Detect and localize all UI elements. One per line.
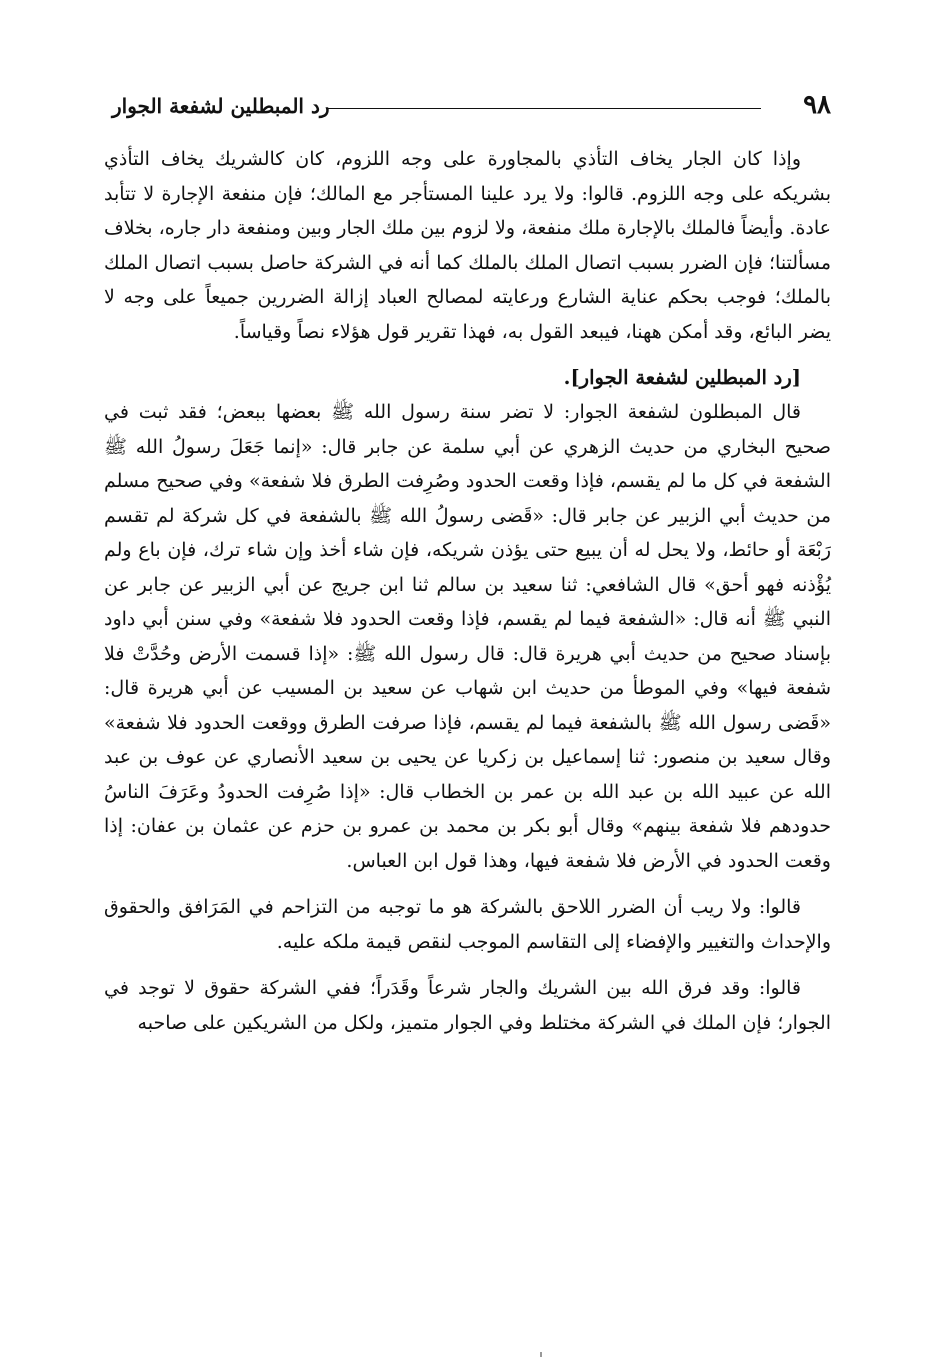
paragraph-hadith: قال المبطلون لشفعة الجوار: لا تضر سنة رسول الله ﷺ بعضها ببعض؛ فقد ثبت في صحيح البخاري من حديث الزهري عن أبي سلمة عن جابر قال: «إنما جَعَلَ رسولُ الله ﷺ الشفعة في كل ما لم يقسم، فإذا وقعت الحدود وصُرِفت الطرق فلا شفعة» وفي صحيح مسلم من حديث أبي الزبير عن جابر قال: «قَضى رسولُ الله ﷺ بالشفعة في كل شركة لم تقسم رَبْعَة أو حائط، ولا يحل له أن يبيع حتى يؤذن شريكه، فإن شاء أخذ وإن شاء ترك، فإن باع ولم يُؤْذنه فهو أحق» قال الشافعي: ثنا سعيد بن سالم ثنا ابن جريج عن أبي الزبير عن جابر عن النبي ﷺ أنه قال: «الشفعة فيما لم يقسم، فإذا وقعت الحدود فلا شفعة» وفي سنن أبي داود بإسناد صحيح من حديث أبي هريرة قال: قال رسول الله ﷺ: «إذا قسمت الأرض وحُدَّتْ فلا شفعة فيها» وفي الموطأ من حديث ابن شهاب عن سعيد بن المسيب عن أبي هريرة قال: «قَضى رسول الله ﷺ بالشفعة فيما لم يقسم، فإذا صرفت الطرق ووقعت الحدود فلا شفعة» وقال سعيد بن منصور: ثنا إسماعيل بن زكريا عن يحيى بن سعيد الأنصاري عن عوف بن عبد الله عن عبيد الله بن عبد الله بن عمر بن الخطاب قال: «إذا صُرِفت الحدودُ وعَرَفَ الناسُ حدودهم فلا شفعة بينهم» وقال أبو بكر بن محمد بن عمرو بن حزم عن عثمان بن عفان: إذا وقعت الحدود في الأرض فلا شفعة فيها، وهذا قول ابن العباس. — [104, 401, 831, 872]
main-text — [104, 142, 831, 1040]
section-heading: [رد المبطلين لشفعة الجوار]. — [563, 366, 801, 389]
paragraph-difference: قالوا: وقد فرق الله بين الشريك والجار شرعاً وقَدَراً؛ ففي الشركة حقوق لا توجد في الجوار؛ فإن الملك في الشركة مختلط وفي الجوار متميز، ولكل من الشريكين على صاحبه — [104, 977, 831, 1034]
running-title: رد المبطلين لشفعة الجوار — [112, 94, 330, 118]
page-number: ٩٨ — [803, 90, 831, 120]
header-rule — [326, 108, 761, 109]
scan-speck — [540, 1352, 542, 1357]
paragraph-intro: وإذا كان الجار يخاف التأذي بالمجاورة على وجه اللزوم، كان كالشريك يخاف التأذي بشريكه على وجه اللزوم. قالوا: ولا يرد علينا المستأجر مع المالك؛ فإن منفعة الإجارة لا تتأبد عادة. وأيضاً فالملك بالإجارة ملك منفعة، ولا لزوم بين ملك الجار وبين ومنفعة دار جاره، بخلاف مسألتنا؛ فإن الضرر بسبب اتصال الملك بالملك كما أنه في الشركة حاصل بسبب اتصال الملك بالملك؛ فوجب بحكم عناية الشارع ورعايته لمصالح العباد إزالة الضررين جميعاً على وجه لا يضر البائع، وقد أمكن ههنا، فيبعد القول به، فهذا تقرير قول هؤلاء نصاً وقياساً. — [104, 148, 831, 343]
paragraph-harm: قالوا: ولا ريب أن الضرر اللاحق بالشركة هو ما توجبه من التزاحم في المَرَافق والحقوق والإحداث والتغيير والإفضاء إلى التقاسم الموجب لنقص قيمة ملكه عليه. — [104, 896, 831, 953]
page-header — [112, 86, 831, 126]
